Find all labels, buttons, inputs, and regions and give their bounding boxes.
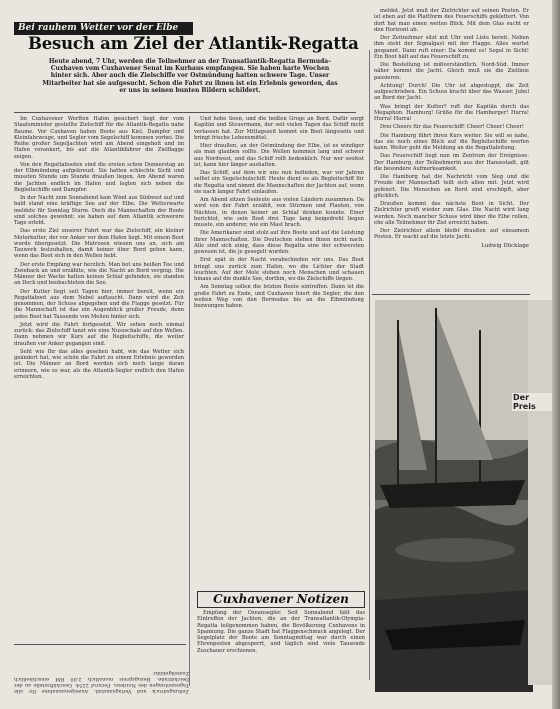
photo-caption: Der Preis: [512, 393, 552, 411]
paragraph: Seht wie Ihr das alles gesehen habt, wie das Wetter sich geändert hat, wie schön die Fahrt zu einem Erlebnis geworden ist. Die Männer an Bord werden sich noch lange daran erinnern, wie es war, als die Atlantik-Segler endlich den Hafen erreichten.: [14, 348, 184, 380]
paragraph: Was bringt der Kutter? ruft der Kapitän durch das Megaphon. Hamburg! Grüße für die Hamburger! Hurra! Hurra! Hurra!: [374, 103, 529, 122]
paragraph: Draußen kommt das nächste Boot in Sicht. Der Zielrichter greift wieder zum Glas. Die Nacht wird lang werden. Noch mancher Schuss wird über die Elbe rollen, ehe alle Teilnehmer ihr Ziel erreicht haben.: [374, 201, 529, 226]
notes-box-title: Cuxhavener Notizen: [197, 591, 365, 608]
paragraph: Empfang der Ozeansegler. Seit Sonnabend hält das Eintreffen der Jachten, die an der Transatlantik-Olympia-Regatta teilgenommen haben, die Bevölkerung Cuxhavens in Spannung. Die ganze Stadt hat Flaggenschmuck angelegt. Der Segelplatz der Boote am Sonntagmittag war durch einen Ehrenposten abgesperrt, und täglich sind viele Tausende Zuschauer erschienen.: [197, 610, 365, 654]
paragraph: Drei Cheers für das Feuerschiff! Cheer! Cheer! Cheer!: [380, 124, 524, 131]
article-column-2: [194, 116, 364, 586]
paragraph: Der Zielrichter allein bleibt draußen auf einsamem Posten. Er wacht auf die letzte Jacht.: [374, 228, 529, 241]
paragraph: Der Zeitnehmer sitzt mit Uhr und Liste bereit. Neben ihm steht der Signalgast mit der Flagge. Alles wartet gespannt. Dann ruft einer: Da kommt es! Segel in Sicht! Ein Boot hält auf das Feuerschiff zu.: [374, 35, 529, 60]
article-column-3: [374, 8, 529, 290]
paragraph: Der erste Empfang war herzlich. Man bot uns heißen Tee und Zwieback an und erzählte, wie die Nacht an Bord verging. Die Männer der Wache hatten keinen Schlaf gefunden, sie standen an Deck und beobachteten die See.: [14, 261, 184, 287]
paragraph: meldet. Jetzt muß der Zielrichter auf seinen Posten. Er ist eben auf die Plattform des Feuerschiffs geklettert. Von dort hat man einen weiten Blick. Mit dem Glas sucht er den Horizont ab.: [374, 8, 529, 33]
paragraph: Erst spät in der Nacht verabschieden wir uns. Das Boot bringt uns zurück zum Hafen, wo die Lichter der Stadt leuchten. Auf der Mole stehen noch Menschen und schauen hinaus auf die dunkle See, dorthin, wo die Zielschiffe liegen.: [194, 257, 364, 282]
paragraph: Von den Regattabooten sind die ersten schon Donnerstag an der Elbmündung aufgekreuzt. Sie hatten schlechte Sicht und mussten Stunde um Stunde draußen liegen. Am Abend waren die Jachten endlich im Hafen und legten sich neben die Begleitschiffe und Dampfer.: [14, 161, 184, 193]
paragraph: Am Sonntag sollen die letzten Boote eintreffen. Dann ist die große Fahrt zu Ende, und Cuxhaven feiert die Segler, die den weiten Weg von den Bermudas bis an die Elbmündung bezwungen haben.: [194, 284, 364, 309]
paragraph: Im Cuxhavener Werften Hafen gesichert liegt der vom Staatsminister gestellte Zielschiff für die Atlantik-Regatta nahe Baume. Vor Cuxhaven haben Boote aus Kiel, Dampfer und Kleinfahrzeuge, und Segler vom Segelschiff kommen vorbei. Die Reihe großer Segeljachten wird am Abend eingeholt und im Hafen verankert, bis auf die Atlantikfahrer die Zielflagge zeigen.: [14, 116, 184, 160]
photo-divider: [372, 294, 530, 295]
headline: Besuch am Ziel der Atlantik-Regatta: [28, 34, 359, 53]
section-label: Bei rauhem Wetter vor der Elbe: [14, 22, 193, 35]
paragraph: Die Hamburg hat die Nachricht vom Sieg und die Freude der Mannschaft teilt sich allen mit. Jetzt wird gefeiert. Die Menschen an Bord sind erschöpft, aber glücklich.: [374, 174, 529, 199]
column-rule: [189, 116, 190, 686]
column-rule: [369, 50, 370, 680]
photo-edge: [528, 300, 552, 685]
ad-divider: [14, 644, 186, 645]
paragraph: Die Amerikaner sind stolz auf ihre Boote und auf die Leistung ihrer Mannschaften. Die Deutschen stehen ihnen nicht nach. Alle sind sich einig, dass diese Regatta eine der schwersten gewesen ist, die je gesegelt wurden.: [194, 230, 364, 255]
article-author: Ludwig Dücklage: [481, 242, 529, 249]
bottom-advertisement: Zeitungsdruck und Verlagsanstalt. Anzeigenannahme für alle Tageszeitungen des Nordens. Fernruf 2254. Geschäftsstelle an der Deichstraße. Bezugspreis monatlich 2,00 RM einschließlich Zustellgebühr.: [14, 670, 189, 694]
paragraph: Das Feuerschiff liegt nun im Zentrum der Ereignisse. Der Hamburg, der Teilnehmerin aus der Hansestadt, gilt die besondere Aufmerksamkeit.: [374, 153, 529, 172]
paragraph: Der Kutter liegt seit Tagen hier, immer bereit, wenn ein Regattaboot aus dem Nebel auftaucht. Dann wird die Zeit genommen, der Schuss abgegeben und die Flagge gesetzt. Für die Mannschaft ist das ein Augenblick großer Freude, denn jedes Boot hat Tausende von Meilen hinter sich.: [14, 288, 184, 320]
paragraph: Die Hamburg fährt ihren Kurs weiter. Sie will so nahe, das sie noch eines Blick auf die Begleitschiffe werfen kann. Weiter geht die Meldung an die Regattaleitung.: [374, 132, 529, 151]
paragraph: Am Abend sitzen Seeleute aus vielen Ländern zusammen. Da wird von der Fahrt erzählt, von Stürmen und Flauten, von Nächten, in denen keiner an Schlaf denken konnte. Einer berichtet, wie sein Boot drei Tage lang beigedreht liegen musste, ein anderer, wie ein Mast brach.: [194, 197, 364, 228]
paragraph: Jetzt wird die Fahrt fortgesetzt. Wir sehen noch einmal zurück: das Zielschiff tanzt wie eine Nussschale auf den Wellen. Dann nehmen wir Kurs auf die Begleitschiffe, die weiter draußen vor Anker gegangen sind.: [14, 321, 184, 347]
paragraph: Das Schiff, auf dem wir uns nun befinden, war vor Jahren selbst ein Segelschulschiff. Heute dient es als Begleitschiff für die Regatta und nimmt die Mannschaften der Jachten auf, wenn sie nach langer Fahrt einlaufen.: [194, 170, 364, 195]
paragraph: Das erste Ziel unserer Fahrt war das Zielschiff, ein kleiner Motorkutter, der vor Anker vor dem Hafen liegt. Mit einem Boot wurde übergesetzt. Die Matrosen wiesen uns an, sich am Tauwerk festzuhalten, damit keiner über Bord gehen kann, wenn das Boot sich in den Wellen hebt.: [14, 228, 184, 260]
paragraph: In der Nacht zum Sonnabend kam Wind aus Südwest auf und bald stand eine kräftige See auf der Elbe. Die Wetterwarte meldete für Sonntag Sturm. Doch die Mannschaften der Boote sind solches gewohnt: sie haben auf dem Atlantik schwerere Tage erlebt.: [14, 195, 184, 226]
article-deck: Heute abend, 7 Uhr, werden die Teilnehmer an der Transatlantik-Regatta Bermuda–Cuxhaven vom Cuxhavener Senat im Kurhaus empfangen. Sie haben harte Wochen hinter sich. Aber auch die Zielschiffe vor Ostmündung hatten schwere Tage. Unser Mitarbeiter hat sie aufgesucht. Schon die Fahrt zu ihnen ist ein Erlebnis geworden, das er uns in seinen bunten Bildern schildert.: [42, 58, 338, 94]
notes-box-body: [197, 610, 365, 690]
paragraph: Und hohe Seen, und die heißen Grogs an Bord. Dafür sorgt Kapitän und Steuermann, der seit vielen Tagen das Schiff nicht verlassen hat. Zur Mittagszeit kommt ein Boot längsseits und bringt frische Lebensmittel.: [194, 116, 364, 141]
paragraph: Hier draußen, an der Ostmündung der Elbe, ist es windiger als man glauben sollte. Die Wellen kommen lang und schwer aus Nordwest, und das Schiff rollt bedenklich. Nur wer seefest ist, kann hier länger aushalten.: [194, 143, 364, 168]
article-column-1: [14, 116, 184, 656]
paragraph: Achtung! Durch! Die Uhr ist abgestoppt, die Zeit aufgeschrieben. Ein Schuss kracht über das Wasser. Jubel an Bord der Jacht.: [374, 82, 529, 102]
deck-divider: [14, 112, 356, 113]
page-edge: [552, 0, 560, 709]
paragraph: Die Bestellung ist mißverständlich. Nord-Süd. Immer näher kommt die Jacht. Gleich muß sie die Ziellinie passieren.: [374, 62, 529, 81]
photo-harbor: [375, 300, 533, 692]
